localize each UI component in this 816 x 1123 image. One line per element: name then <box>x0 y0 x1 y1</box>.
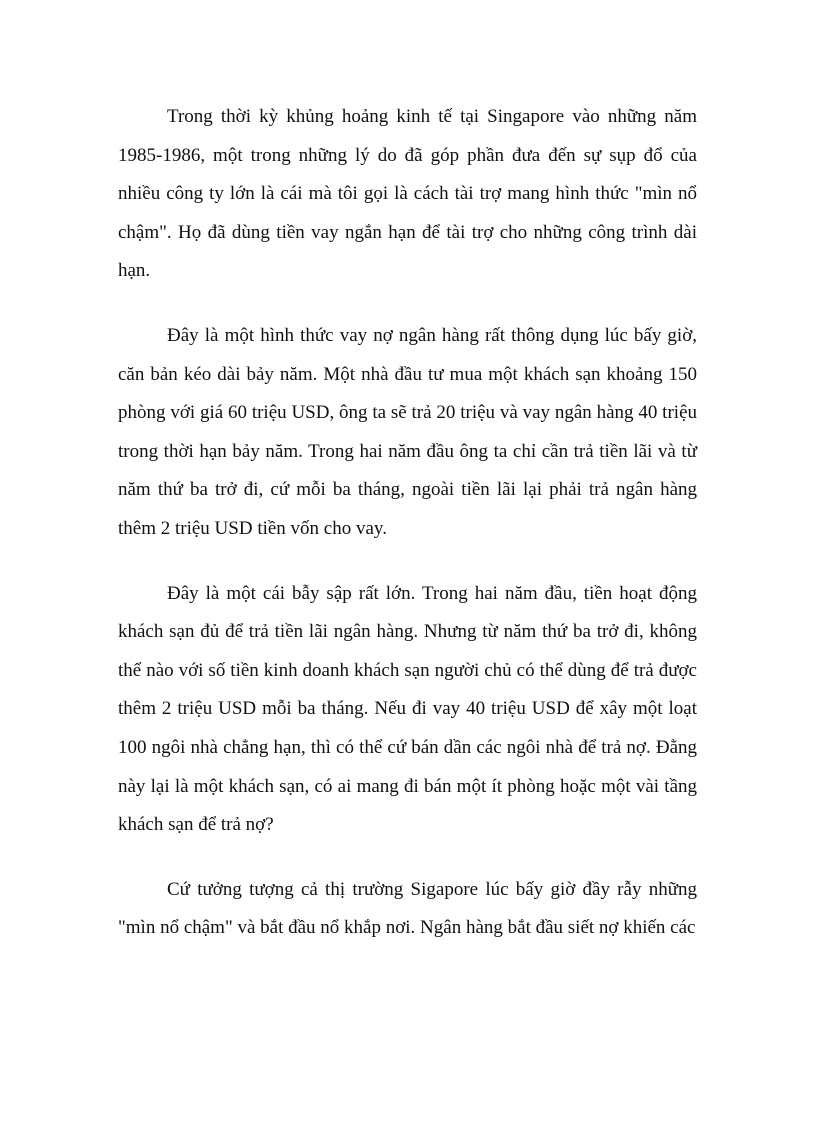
paragraph-2: Đây là một hình thức vay nợ ngân hàng rất thông dụng lúc bấy giờ, căn bản kéo dài bảy năm. Một nhà đầu tư mua một khách sạn khoảng 150 phòng với giá 60 triệu USD, ông ta sẽ trả 20 triệu và vay ngân hàng 40 triệu trong thời hạn bảy năm. Trong hai năm đầu ông ta chỉ cần trả tiền lãi và từ năm thứ ba trở đi, cứ mỗi ba tháng, ngoài tiền lãi lại phải trả ngân hàng thêm 2 triệu USD tiền vốn cho vay. <box>118 324 697 539</box>
paragraph-4: Cứ tưởng tượng cả thị trường Sigapore lúc bấy giờ đầy rẫy những "mìn nổ chậm" và bắt đầu nổ khắp nơi. Ngân hàng bắt đầu siết nợ khiến các <box>118 878 697 939</box>
document-body <box>118 98 697 948</box>
paragraph-1: Trong thời kỳ khủng hoảng kinh tế tại Singapore vào những năm 1985-1986, một trong những lý do đã góp phần đưa đến sự sụp đổ của nhiều công ty lớn là cái mà tôi gọi là cách tài trợ mang hình thức "mìn nổ chậm". Họ đã dùng tiền vay ngắn hạn để tài trợ cho những công trình dài hạn. <box>118 106 697 282</box>
paragraph-3: Đây là một cái bẫy sập rất lớn. Trong hai năm đầu, tiền hoạt động khách sạn đủ để trả tiền lãi ngân hàng. Nhưng từ năm thứ ba trở đi, không thể nào với số tiền kinh doanh khách sạn người chủ có thể dùng để trả được thêm 2 triệu USD mỗi ba tháng. Nếu đi vay 40 triệu USD để xây một loạt 100 ngôi nhà chẳng hạn, thì có thể cứ bán dần các ngôi nhà để trả nợ. Đằng này lại là một khách sạn, có ai mang đi bán một ít phòng hoặc một vài tầng khách sạn để trả nợ? <box>118 582 697 836</box>
